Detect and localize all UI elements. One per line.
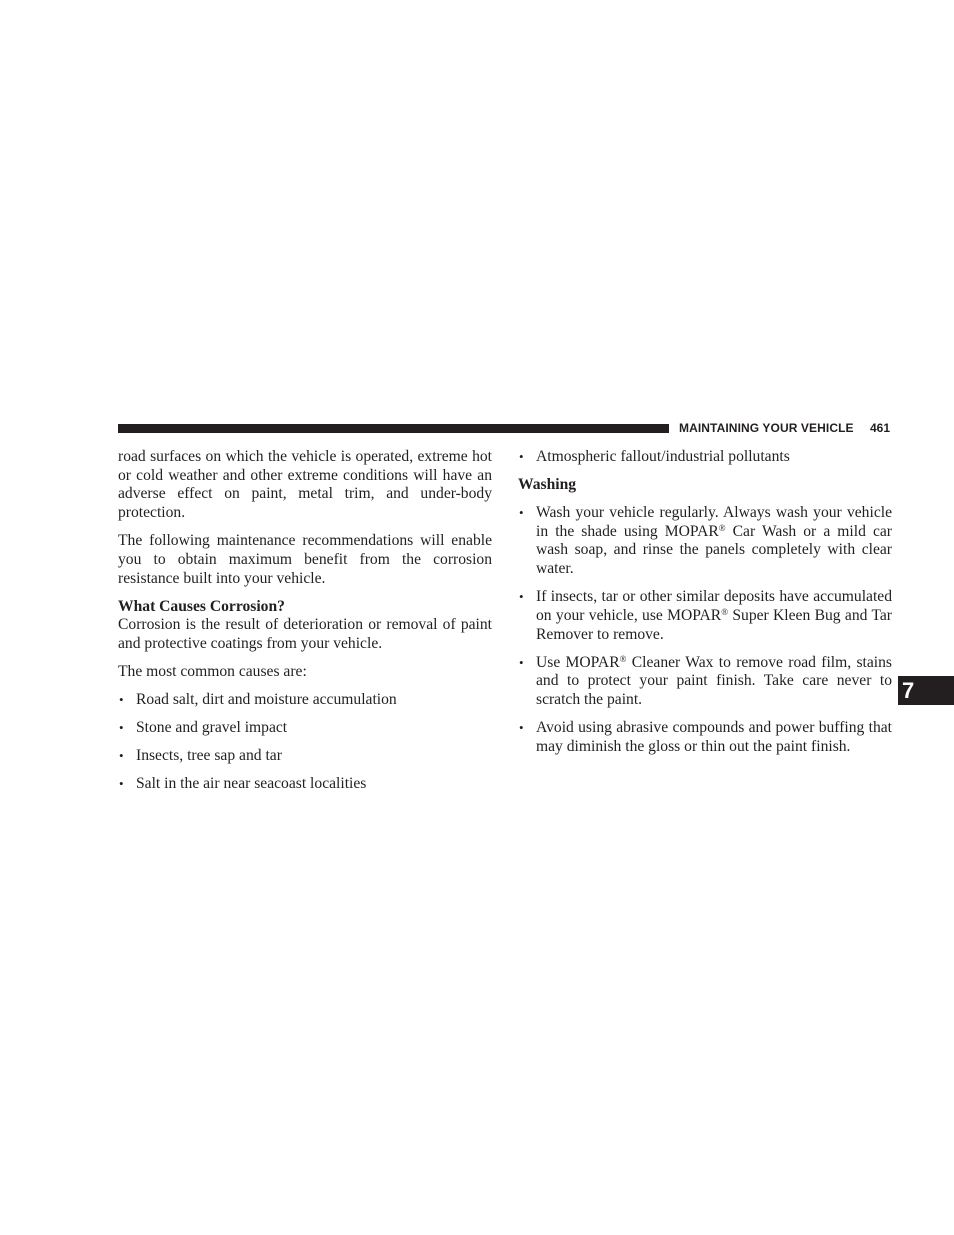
intro-paragraph: road surfaces on which the vehicle is operated, extreme hot or cold weather and other extreme conditions will have an adverse effect on paint, metal trim, and under-body protection. xyxy=(118,448,492,522)
registered-mark: ® xyxy=(619,653,627,664)
page-number: 461 xyxy=(870,421,891,435)
registered-mark: ® xyxy=(721,606,729,617)
causes-intro: The most common causes are: xyxy=(118,662,307,680)
causes-list-continued xyxy=(518,448,892,467)
list-item: • Avoid using abrasive compounds and power buffing that may diminish the gloss or thin out the paint finish. xyxy=(519,718,892,755)
bullet-icon: • xyxy=(119,719,124,735)
list-item: • Atmospheric fallout/industrial pollutants xyxy=(519,448,790,465)
corrosion-heading: What Causes Corrosion? xyxy=(118,597,285,615)
bullet-icon: • xyxy=(519,719,524,735)
section-title: MAINTAINING YOUR VEHICLE xyxy=(679,421,854,435)
list-item: • Salt in the air near seacoast localities xyxy=(119,774,367,792)
right-column xyxy=(518,448,892,766)
washing-list xyxy=(518,504,892,756)
bullet-icon: • xyxy=(119,775,124,791)
registered-mark: ® xyxy=(718,522,726,533)
bullet-icon: • xyxy=(519,505,524,520)
list-item: • If insects, tar or other similar deposits have accumulated on your vehicle, use MOPAR® Super Kleen Bug and Tar Remover to remove. xyxy=(519,588,892,643)
washing-heading: Washing xyxy=(518,476,577,493)
list-item: • Insects, tree sap and tar xyxy=(119,746,282,764)
bullet-icon: • xyxy=(119,691,124,707)
causes-list xyxy=(118,691,492,794)
bullet-icon: • xyxy=(519,449,524,464)
left-column xyxy=(118,448,492,803)
header-rule xyxy=(118,424,669,433)
corrosion-definition: Corrosion is the result of deterioration or removal of paint and protective coatings from your vehicle. xyxy=(118,616,492,652)
list-item: • Stone and gravel impact xyxy=(119,718,288,736)
bullet-icon: • xyxy=(119,747,124,763)
chapter-tab: 7 xyxy=(898,676,954,705)
list-item: • Use MOPAR® Cleaner Wax to remove road film, stains and to protect your paint finish. Take care never to scratch the paint. xyxy=(519,653,892,708)
recommendations-paragraph: The following maintenance recommendations will enable you to obtain maximum benefit from the corrosion resistance built into your vehicle. xyxy=(118,532,492,587)
bullet-icon: • xyxy=(519,654,524,670)
bullet-icon: • xyxy=(519,589,524,605)
list-item: • Wash your vehicle regularly. Always wash your vehicle in the shade using MOPAR® Car Wash or a mild car wash soap, and rinse the panels completely with clear water. xyxy=(519,504,892,578)
list-item: • Road salt, dirt and moisture accumulation xyxy=(119,690,397,708)
